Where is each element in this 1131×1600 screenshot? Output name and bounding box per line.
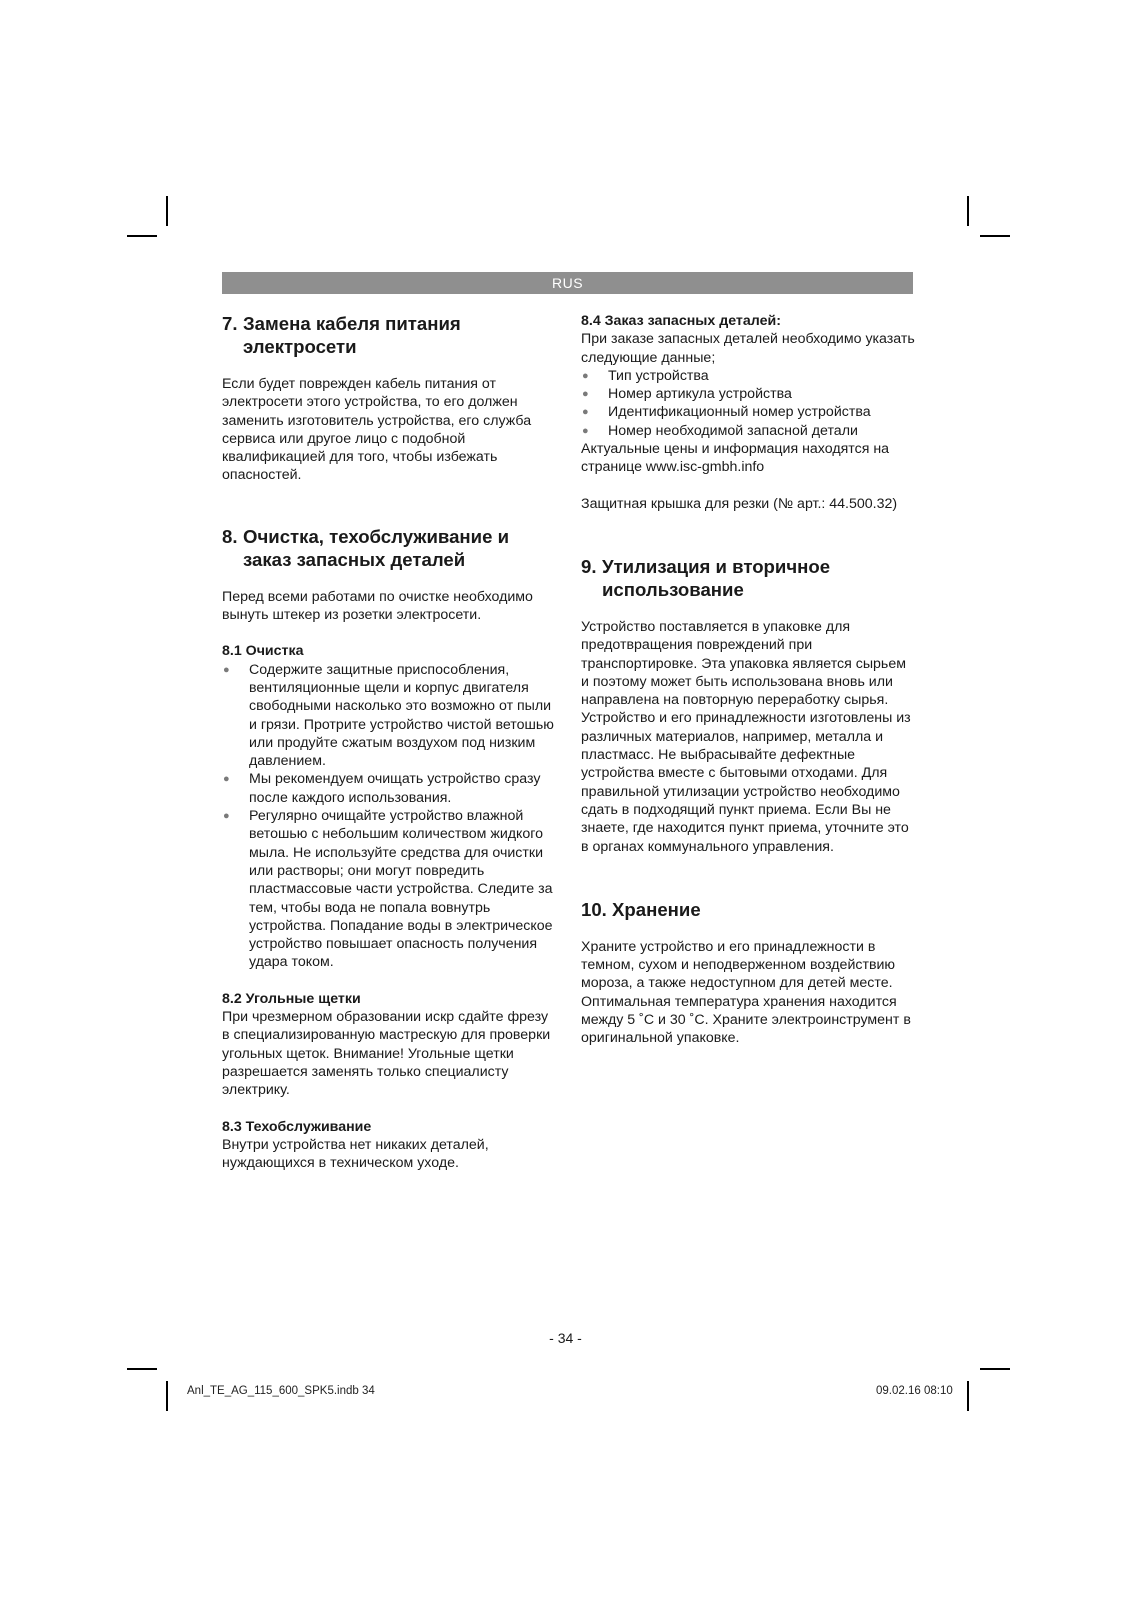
language-header-bar: RUS [222, 272, 913, 294]
list-item: ● Регулярно очищайте устройство влажной ветошью с небольшим количеством жидкого мыла. Не используйте средства для очистки или растворы; они могут повредить пластмассовые части устройства. Следите за тем, чтобы вода не попала вовнутрь устройства. Попадание воды в электрическое устройство повышает опасность получения удара током. [223, 808, 553, 971]
bullet-icon: ● [582, 388, 589, 401]
section-8-title-line1: Очистка, техобслуживание и [243, 525, 510, 547]
crop-mark-top-right-v [967, 196, 969, 226]
section-10-heading: 10. Хранение [581, 898, 701, 920]
bullet-icon: ● [582, 369, 589, 382]
section-9-number: 9. [581, 555, 597, 577]
crop-mark-top-right-h [980, 235, 1010, 237]
section-7-title-line2: электросети [243, 336, 357, 357]
bullet-icon: ● [223, 773, 230, 786]
subsection-8-2-paragraph: При чрезмерном образовании искр сдайте фрезу в специализированную мастрескую для проверки угольных щеток. Внимание! Угольные щетки разрешается заменять только специалисту электрику. [222, 1009, 551, 1099]
subsection-8-1-title: 8.1 Очистка [222, 643, 304, 660]
crop-mark-top-left-v [166, 196, 168, 226]
list-item: ● Содержите защитные приспособления, вентиляционные щели и корпус двигателя свободными насколько это возможно от пыли и грязи. Протрите устройство чистой ветошью или продуйте сжатым воздухом под низким давлением. [223, 661, 554, 770]
bullet-icon: ● [223, 663, 230, 676]
crop-mark-bottom-left-h [127, 1368, 157, 1370]
section-8-title-line2: заказ запасных деталей [243, 548, 466, 570]
crop-mark-bottom-right-v [967, 1381, 969, 1411]
cutting-cover-note: Защитная крышка для резки (№ арт.: 44.500.32) [581, 495, 898, 512]
print-slug-file: Anl_TE_AG_115_600_SPK5.indb 34 [187, 1385, 375, 1397]
section-8-number: 8. [222, 525, 238, 547]
section-8-intro: Перед всеми работами по очистке необходимо вынуть штекер из розетки электросети. [222, 588, 533, 624]
bullet-icon: ● [582, 406, 589, 419]
subsection-8-2-title: 8.2 Угольные щетки [222, 990, 361, 1007]
left-column [222, 312, 558, 1172]
section-8-heading [222, 525, 558, 571]
section-9-heading [581, 555, 915, 601]
section-7-paragraph: Если будет поврежден кабель питания от электросети этого устройства, то его должен заменить изготовитель устройства, его служба сервиса или другое лицо с подобной квалификацией для того, чтобы избежать опасностей. [222, 376, 532, 484]
subsection-8-3-title: 8.3 Техобслуживание [222, 1118, 372, 1135]
section-9-title-line1: Утилизация и вторичное [602, 555, 831, 577]
crop-mark-bottom-right-h [980, 1368, 1010, 1370]
section-7-number: 7. [222, 313, 238, 334]
list-item: ● Идентификационный номер устройства [582, 404, 871, 421]
list-item: ● Номер артикула устройства [582, 386, 792, 403]
cleaning-bullet-list [222, 661, 558, 972]
crop-mark-top-left-h [127, 235, 157, 237]
spare-parts-bullet-list [581, 367, 915, 440]
section-9-title-line2: использование [602, 578, 744, 600]
print-slug-date: 09.02.16 08:10 [876, 1385, 953, 1397]
bullet-icon: ● [582, 424, 589, 437]
section-9-paragraph: Устройство поставляется в упаковке для предотвращения повреждений при транспортировке. Эта упаковка является сырьем и поэтому может быть использована вновь или направлена на повторную переработку сырья. Устройство и его принадлежности изготовлены из различных материалов, например, металла и пластмасс. Не выбрасывайте дефектные устройства вместе с бытовыми отходами. Для правильной утилизации устройство необходимо сдать в подходящий пункт приема. Если Вы не знаете, где находится пункт приема, уточните это в органах коммунального управления. [581, 618, 911, 855]
page-number: - 34 - [549, 1330, 582, 1346]
list-item: ● Тип устройства [582, 367, 709, 384]
crop-mark-bottom-left-v [166, 1381, 168, 1411]
right-column [581, 312, 915, 1048]
section-7-title-line1: Замена кабеля питания [243, 313, 461, 334]
bullet-icon: ● [223, 810, 230, 823]
list-item: ● Мы рекомендуем очищать устройство сразу после каждого использования. [223, 771, 541, 806]
section-7-heading [222, 312, 558, 358]
list-item: ● Номер необходимой запасной детали [582, 422, 858, 439]
subsection-8-4-intro: При заказе запасных деталей необходимо указать следующие данные; [581, 331, 915, 366]
subsection-8-4-title: 8.4 Заказ запасных деталей: [581, 313, 781, 329]
subsection-8-3-paragraph: Внутри устройства нет никаких деталей, нуждающихся в техническом уходе. [222, 1136, 489, 1172]
section-10-paragraph: Храните устройство и его принадлежности в темном, сухом и неподверженном воздействию мороза, а также недоступном для детей месте. Оптимальная температура хранения находится между 5 ˚C и 30 ˚C. Храните электроинструмент в оригинальной упаковке. [581, 938, 911, 1047]
subsection-8-4-after: Актуальные цены и информация находятся на странице www.isc-gmbh.info [581, 441, 890, 476]
